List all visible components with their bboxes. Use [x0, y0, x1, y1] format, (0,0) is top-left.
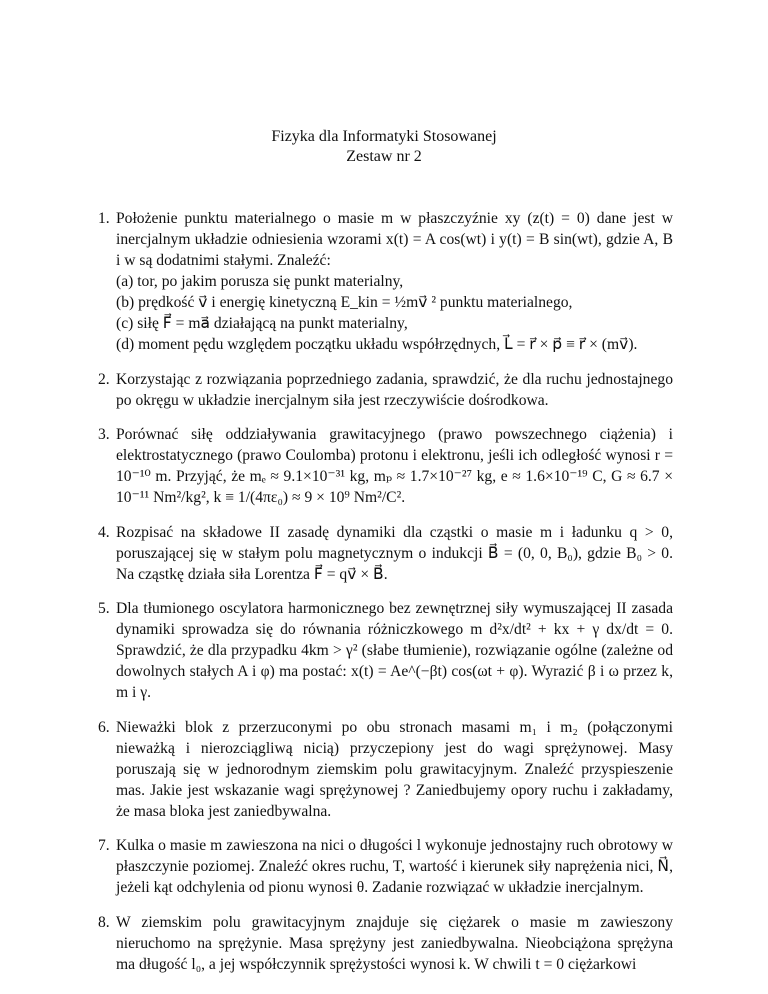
- problem-text: Rozpisać na składowe II zasadę dynamiki dla cząstki o masie m i ładunku q > 0, poruszającej się w stałym polu magnetycznym o indukcji B⃗ = (0, 0, B₀), gdzie B₀ > 0. Na cząstkę działa siła Lorentza F⃗ = qv⃗ × B⃗.: [116, 523, 673, 583]
- problem-text: Korzystając z rozwiązania poprzedniego zadania, sprawdzić, że dla ruchu jednostajnego po okręgu w układzie inercjalnym siła jest rzeczywiście dośrodkowa.: [116, 370, 673, 409]
- problem-text: W ziemskim polu grawitacyjnym znajduje się ciężarek o masie m zawieszony nieruchomo na sprężynie. Masa sprężyny jest zaniedbywalna. Nieobciążona sprężyna ma długość l₀, a jej współczynnik sprężystości wynosi k. W chwili t = 0 ciężarkowi: [116, 913, 673, 973]
- problem-number: 4.: [98, 523, 110, 541]
- problem-text: Położenie punktu materialnego o masie m w płaszczyźnie xy (z(t) = 0) dane jest w inercjalnym układzie odniesienia wzorami x(t) = A cos(wt) i y(t) = B sin(wt), gdzie A, B i w są dodatnimi stałymi. Znaleźć: (a) tor, po jakim porusza się punkt materialny, (b) prędkość v⃗ i energię kinetyczną E_kin = ½mv⃗ ² punktu materialnego, (c) siłę F⃗ = ma⃗ działającą na punkt materialny, (d) moment pędu względem początku układu współrzędnych, L⃗ = r⃗ × p⃗ ≡ r⃗ × (mv⃗).: [116, 210, 673, 353]
- problem-item: [98, 598, 673, 703]
- problem-list: [98, 208, 673, 988]
- document-subtitle: Zestaw nr 2: [346, 148, 422, 165]
- problem-number: 2.: [98, 370, 110, 388]
- problem-number: 6.: [98, 718, 110, 736]
- problem-text: Porównać siłę oddziaływania grawitacyjnego (prawo powszechnego ciążenia) i elektrostatycznego (prawo Coulomba) protonu i elektronu, jeśli ich odległość wynosi r = 10⁻¹⁰ m. Przyjąć, że mₑ ≈ 9.1×10⁻³¹ kg, mₚ ≈ 1.7×10⁻²⁷ kg, e ≈ 1.6×10⁻¹⁹ C, G ≈ 6.7 × 10⁻¹¹ Nm²/kg², k ≡ 1/(4πε₀) ≈ 9 × 10⁹ Nm²/C².: [116, 426, 673, 506]
- problem-item: [98, 208, 673, 355]
- problem-number: 1.: [98, 210, 110, 227]
- document-title: Fizyka dla Informatyki Stosowanej: [271, 128, 497, 145]
- problem-text: Nieważki blok z przerzuconymi po obu stronach masami m₁ i m₂ (połączonymi nieważką i nierozciągliwą nicią) przyczepiony jest do wagi sprężynowej. Masy poruszają się w jednorodnym ziemskim polu grawitacyjnym. Znaleźć przyspieszenie mas. Jakie jest wskazanie wagi sprężynowej ? Zaniedbujemy opory ruchu i zakładamy, że masa bloka jest zaniedbywalna.: [116, 718, 673, 820]
- problem-number: 5.: [98, 600, 110, 617]
- problem-number: 7.: [98, 837, 110, 854]
- problem-text: Kulka o masie m zawieszona na nici o długości l wykonuje jednostajny ruch obrotowy w płaszczynie poziomej. Znaleźć okres ruchu, T, wartość i kierunek siły naprężenia nici, N⃗, jeżeli kąt odchylenia od pionu wynosi θ. Zadanie rozwiązać w układzie inercjalnym.: [116, 837, 673, 896]
- problem-item: [98, 424, 673, 508]
- problem-item: [98, 522, 673, 585]
- problem-item: [98, 912, 673, 975]
- problem-number: 3.: [98, 426, 110, 443]
- problem-item: [98, 835, 673, 898]
- problem-item: [98, 369, 673, 411]
- problem-item: [98, 717, 673, 822]
- problem-number: 8.: [98, 913, 110, 931]
- problem-text: Dla tłumionego oscylatora harmonicznego bez zewnętrznej siły wymuszającej II zasada dynamiki sprowadza się do równania różniczkowego m d²x/dt² + kx + γ dx/dt = 0. Sprawdzić, że dla przypadku 4km > γ² (słabe tłumienie), rozwiązanie ogólne (zależne od dowolnych stałych A i φ) ma postać: x(t) = Ae^(−βt) cos(ωt + φ). Wyrazić β i ω przez k, m i γ.: [116, 600, 673, 701]
